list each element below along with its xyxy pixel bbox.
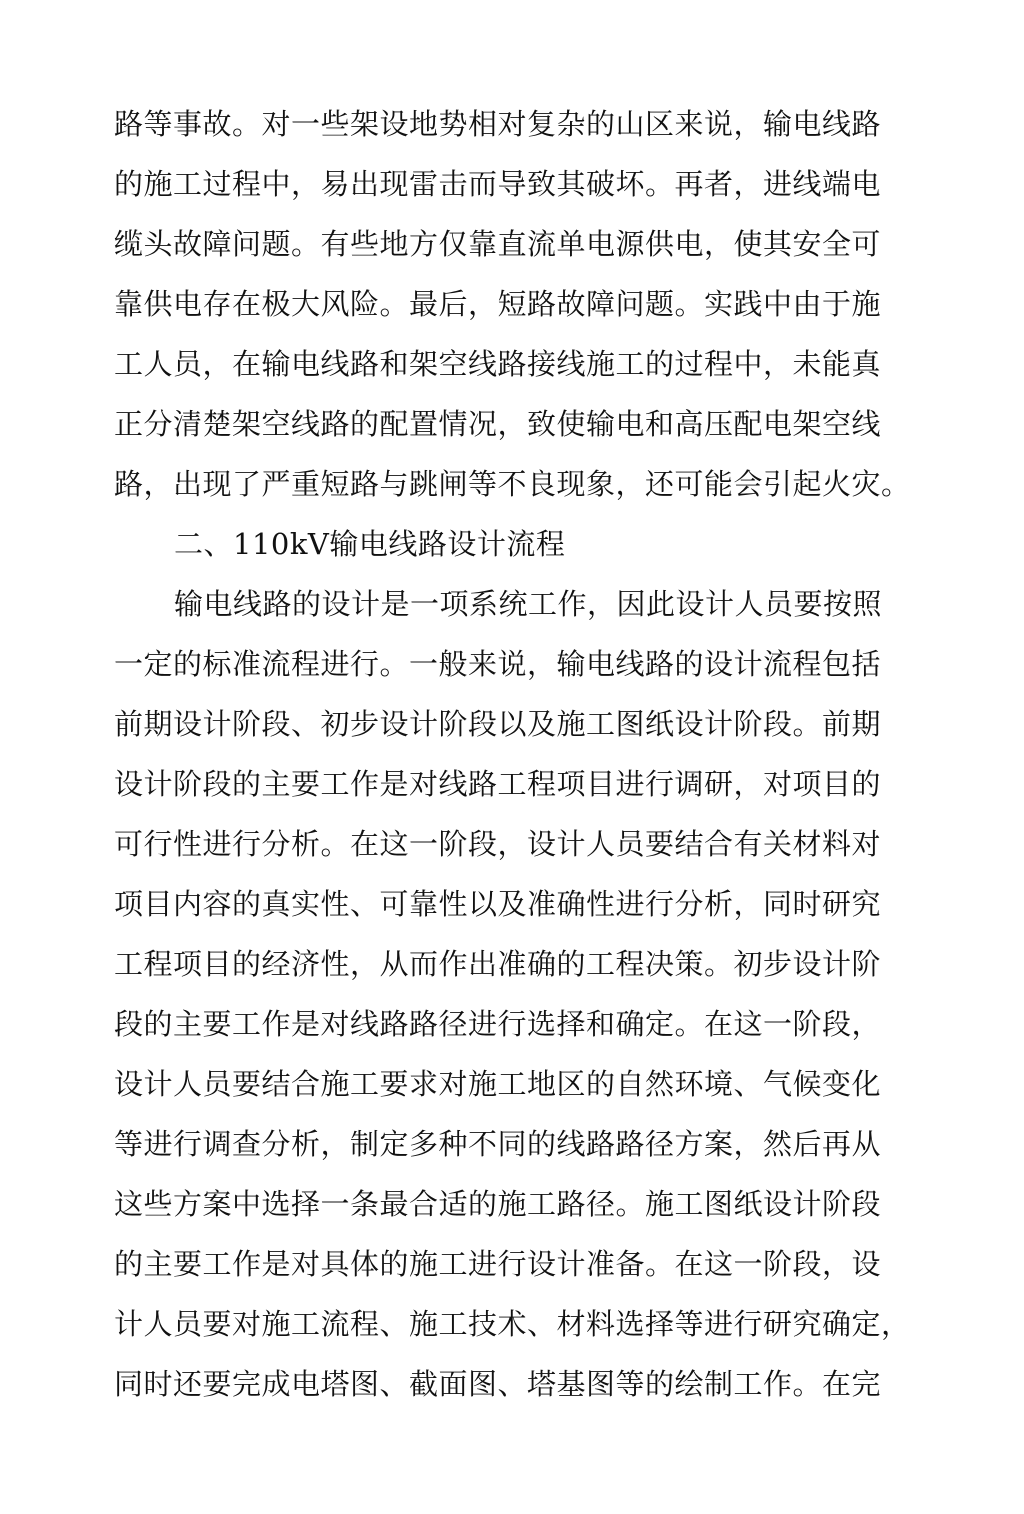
paragraph-line: 一定的标准流程进行。一般来说，输电线路的设计流程包括 — [114, 647, 882, 681]
paragraph-line: 工人员，在输电线路和架空线路接线施工的过程中，未能真 — [114, 347, 882, 381]
paragraph-line: 项目内容的真实性、可靠性以及准确性进行分析，同时研究 — [114, 887, 882, 921]
paragraph-line: 工程项目的经济性，从而作出准确的工程决策。初步设计阶 — [114, 947, 882, 981]
paragraph-line: 计人员要对施工流程、施工技术、材料选择等进行研究确定， — [114, 1307, 911, 1341]
paragraph-line: 路，出现了严重短路与跳闸等不良现象，还可能会引起火灾。 — [114, 467, 911, 501]
paragraph-line: 可行性进行分析。在这一阶段，设计人员要结合有关材料对 — [114, 827, 882, 861]
section-heading: 二、110kV输电线路设计流程 — [174, 527, 566, 561]
paragraph-line: 等进行调查分析，制定多种不同的线路路径方案，然后再从 — [114, 1127, 882, 1161]
paragraph-line: 的施工过程中，易出现雷击而导致其破坏。再者，进线端电 — [114, 167, 882, 201]
paragraph-line: 的主要工作是对具体的施工进行设计准备。在这一阶段，设 — [114, 1247, 882, 1281]
paragraph-line: 同时还要完成电塔图、截面图、塔基图等的绘制工作。在完 — [114, 1367, 882, 1401]
paragraph-line: 设计阶段的主要工作是对线路工程项目进行调研，对项目的 — [114, 767, 882, 801]
paragraph-line: 路等事故。对一些架设地势相对复杂的山区来说，输电线路 — [114, 107, 882, 141]
paragraph-line: 前期设计阶段、初步设计阶段以及施工图纸设计阶段。前期 — [114, 707, 882, 741]
paragraph-line: 缆头故障问题。有些地方仅靠直流单电源供电，使其安全可 — [114, 227, 882, 261]
paragraph-line: 这些方案中选择一条最合适的施工路径。施工图纸设计阶段 — [114, 1187, 882, 1221]
paragraph-line: 设计人员要结合施工要求对施工地区的自然环境、气候变化 — [114, 1067, 882, 1101]
paragraph-line: 正分清楚架空线路的配置情况，致使输电和高压配电架空线 — [114, 407, 882, 441]
paragraph-line: 段的主要工作是对线路路径进行选择和确定。在这一阶段， — [114, 1007, 882, 1041]
paragraph-line: 输电线路的设计是一项系统工作，因此设计人员要按照 — [174, 587, 883, 621]
paragraph-line: 靠供电存在极大风险。最后，短路故障问题。实践中由于施 — [114, 287, 882, 321]
